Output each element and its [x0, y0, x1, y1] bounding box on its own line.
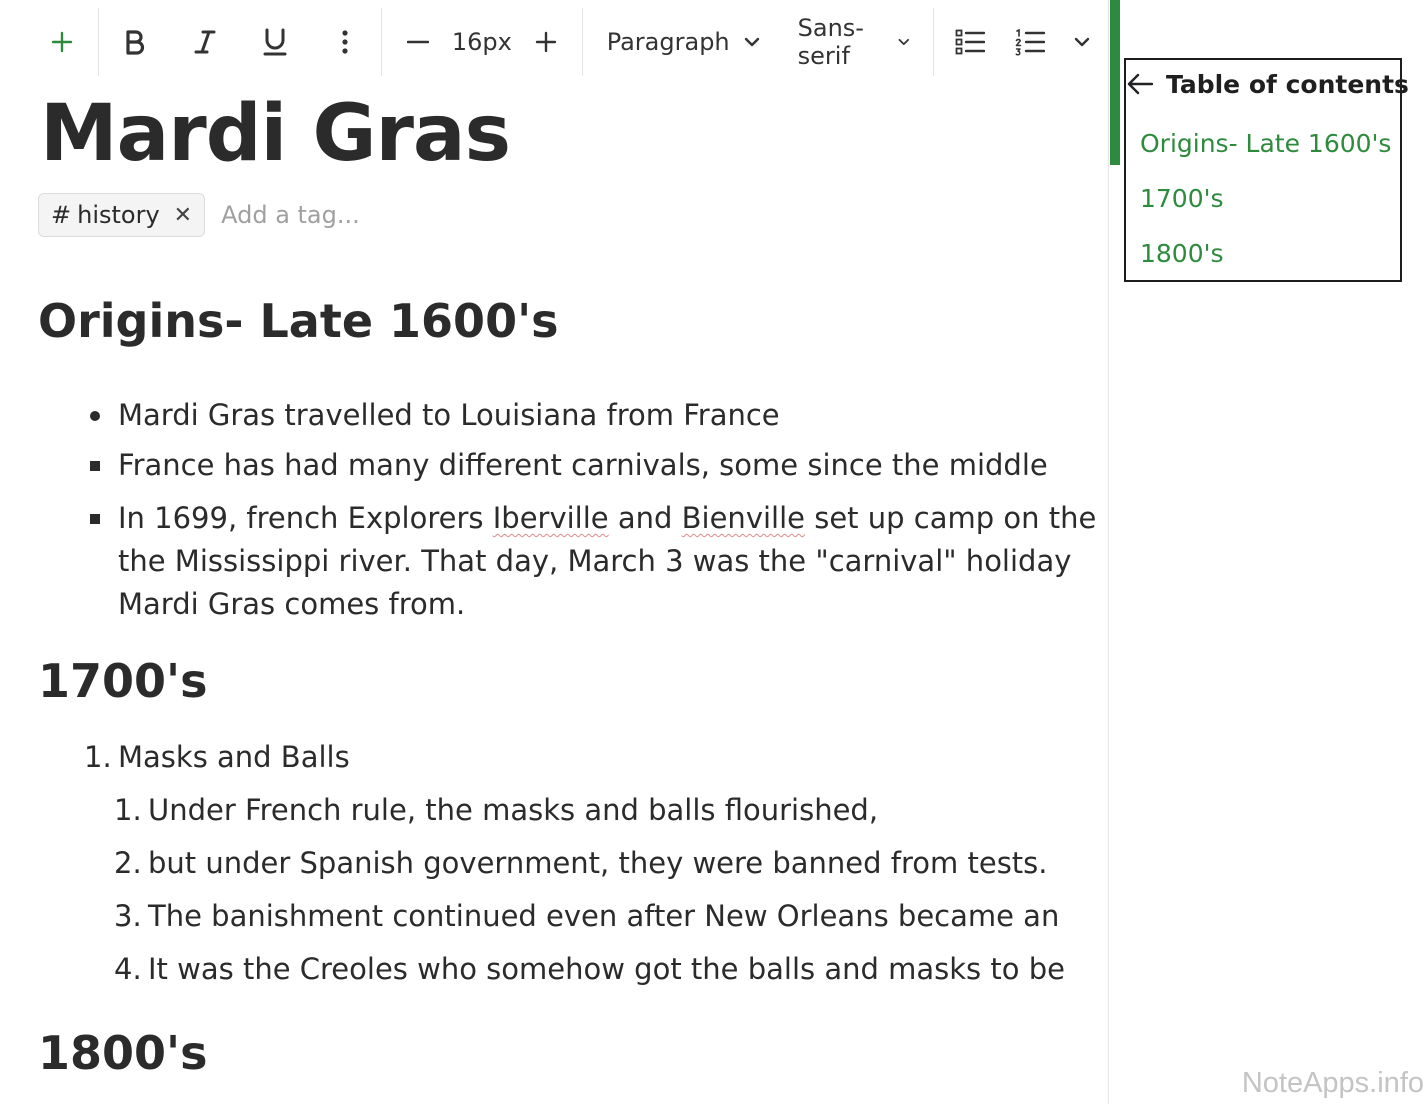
font-size-value[interactable]: 16px — [451, 28, 512, 56]
tag-bar — [38, 193, 483, 237]
italic-icon — [194, 29, 216, 55]
misspelled-word[interactable]: Iberville — [492, 501, 609, 535]
list-item: The banishment continued even after New Orleans became an — [148, 899, 1060, 933]
bold-button[interactable] — [109, 20, 161, 64]
text-span: set up camp on the — [805, 501, 1097, 535]
toolbar-divider — [933, 8, 934, 76]
toc-item-1800s[interactable]: 1800's — [1140, 239, 1224, 268]
list-number: 1. — [84, 740, 112, 774]
formatting-toolbar — [36, 0, 1108, 84]
pane-divider[interactable] — [1108, 0, 1109, 1104]
more-vertical-icon — [341, 29, 349, 55]
list-item: Masks and Balls — [118, 740, 350, 774]
more-options-button[interactable] — [319, 20, 371, 64]
remove-tag-icon[interactable]: ✕ — [173, 202, 193, 228]
list-number: 2. — [114, 846, 142, 880]
watermark: NoteApps.info — [1241, 1067, 1424, 1099]
list-item: but under Spanish government, they were banned from tests. — [148, 846, 1048, 880]
block-type-dropdown[interactable] — [593, 20, 774, 64]
tag-label: history — [77, 201, 160, 229]
bullet-dot — [90, 411, 100, 421]
list-item: It was the Creoles who somehow got the balls and masks to be — [148, 952, 1065, 986]
bullet-list-icon — [955, 29, 985, 55]
toc-item-1700s[interactable]: 1700's — [1140, 184, 1224, 213]
increase-font-size-button[interactable] — [520, 20, 572, 64]
list-item: Mardi Gras travelled to Louisiana from France — [118, 398, 780, 432]
hash-icon: # — [51, 201, 72, 229]
text-span: In 1699, french Explorers — [118, 501, 493, 535]
toc-header — [1126, 64, 1409, 104]
list-item — [118, 497, 1096, 539]
table-of-contents-panel — [1124, 58, 1409, 282]
list-number: 3. — [114, 899, 142, 933]
numbered-list-icon — [1015, 28, 1045, 56]
numbered-list-button[interactable] — [1004, 20, 1056, 64]
list-item: Under French rule, the masks and balls flourished, — [148, 793, 879, 827]
list-item: France has had many different carnivals, some since the middle — [118, 448, 1048, 482]
bullet-square — [90, 461, 100, 471]
list-item-continuation: the Mississippi river. That day, March 3 was the "carnival" holiday — [118, 544, 1072, 578]
toc-item-origins[interactable]: Origins- Late 1600's — [1140, 129, 1392, 158]
chevron-down-icon — [744, 37, 760, 47]
underline-icon — [262, 27, 288, 57]
list-number: 1. — [114, 793, 142, 827]
toc-title: Table of contents — [1166, 69, 1409, 99]
font-family-dropdown[interactable] — [784, 14, 923, 70]
plus-icon — [535, 31, 557, 53]
chevron-down-icon — [898, 37, 910, 47]
tag-chip[interactable] — [38, 193, 205, 237]
add-tag-input[interactable] — [219, 200, 483, 230]
toolbar-divider — [582, 8, 583, 76]
font-family-value: Sans-serif — [797, 14, 864, 70]
underline-button[interactable] — [249, 20, 301, 64]
list-item-continuation: Mardi Gras comes from. — [118, 587, 466, 621]
minus-icon — [407, 40, 429, 44]
plus-icon — [51, 31, 73, 53]
text-span: and — [608, 501, 682, 535]
italic-button[interactable] — [179, 20, 231, 64]
bullet-square — [90, 514, 100, 524]
section-heading: 1700's — [38, 654, 208, 708]
chevron-down-icon — [1074, 37, 1090, 47]
insert-button[interactable] — [36, 20, 88, 64]
back-arrow-icon[interactable] — [1126, 72, 1154, 96]
toolbar-divider — [98, 8, 99, 76]
section-heading: Origins- Late 1600's — [38, 294, 559, 348]
section-heading: 1800's — [38, 1026, 208, 1080]
scroll-position-indicator — [1110, 0, 1120, 165]
toolbar-divider — [381, 8, 382, 76]
misspelled-word[interactable]: Bienville — [681, 501, 805, 535]
bold-icon — [124, 29, 146, 55]
list-number: 4. — [114, 952, 142, 986]
decrease-font-size-button[interactable] — [392, 20, 444, 64]
more-lists-dropdown[interactable] — [1056, 20, 1108, 64]
note-title[interactable]: Mardi Gras — [40, 89, 510, 179]
bullet-list-button[interactable] — [944, 20, 996, 64]
block-type-value: Paragraph — [606, 28, 730, 56]
